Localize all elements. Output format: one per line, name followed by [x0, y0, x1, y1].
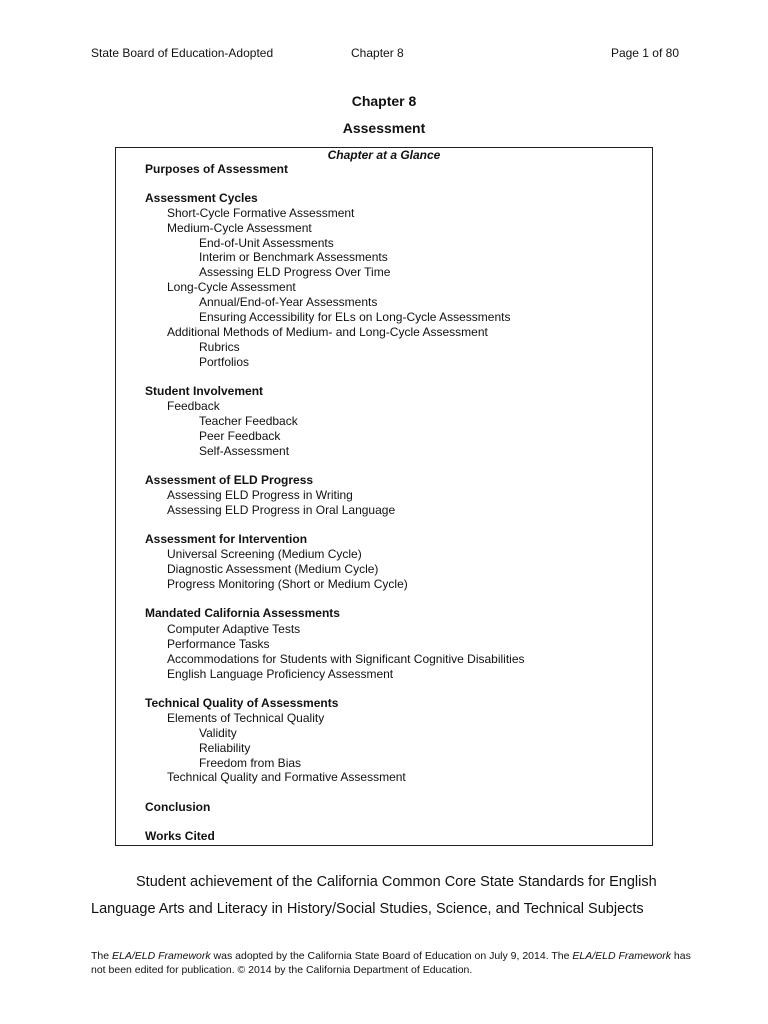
outline-item: Accommodations for Students with Significant Cognitive Disabilities [167, 652, 525, 666]
header-left-text: State Board of Education-Adopted [91, 46, 274, 60]
outline-section-heading: Mandated California Assessments [145, 606, 340, 620]
outline-item: Teacher Feedback [199, 414, 298, 428]
footer-italic-2: ELA/ELD Framework [572, 950, 671, 962]
outline-item: Performance Tasks [167, 637, 270, 651]
footer-text-1: The [91, 950, 113, 962]
outline-item: Reliability [199, 741, 251, 755]
outline-item: Additional Methods of Medium- and Long-Cycle Assessment [167, 325, 488, 339]
glance-heading: Chapter at a Glance [327, 148, 441, 162]
outline-item: Annual/End-of-Year Assessments [199, 295, 378, 309]
outline-section-heading: Assessment for Intervention [145, 532, 308, 546]
outline-section-heading: Student Involvement [145, 384, 264, 398]
header-page-number: Page 1 of 80 [610, 46, 679, 60]
outline-item: Medium-Cycle Assessment [167, 221, 312, 235]
header-chapter-text: Chapter 8 [351, 46, 404, 60]
outline-item: Diagnostic Assessment (Medium Cycle) [167, 562, 379, 576]
outline-item: Ensuring Accessibility for ELs on Long-Cycle Assessments [199, 310, 511, 324]
outline-item: Portfolios [199, 355, 250, 369]
footer-text-2: was adopted by the California State Board of Education on July 9, 2014. The [210, 950, 573, 962]
outline-item: Assessing ELD Progress in Writing [167, 488, 353, 502]
chapter-title: Chapter 8 [351, 93, 417, 109]
outline-item: Validity [199, 726, 237, 740]
outline-item: Peer Feedback [199, 429, 281, 443]
outline-item: End-of-Unit Assessments [199, 236, 334, 250]
outline-item: English Language Proficiency Assessment [167, 667, 394, 681]
outline-section-heading: Works Cited [145, 829, 215, 843]
outline-item: Interim or Benchmark Assessments [199, 250, 388, 264]
outline-item: Assessing ELD Progress Over Time [199, 265, 391, 279]
footer-text-3: has not been edited for publication. © 2014 by the California Department of Education. [91, 950, 691, 976]
outline-item: Self-Assessment [199, 444, 290, 458]
outline-section-heading: Purposes of Assessment [145, 162, 288, 176]
outline-section-heading: Assessment of ELD Progress [145, 473, 314, 487]
outline-item: Feedback [167, 399, 220, 413]
footer-italic-1: ELA/ELD Framework [112, 950, 211, 962]
outline-item: Elements of Technical Quality [167, 711, 325, 725]
outline-item: Computer Adaptive Tests [167, 622, 301, 636]
outline-section-heading: Assessment Cycles [145, 191, 258, 205]
body-paragraph-line-1: Student achievement of the California Common Core State Standards for English [136, 874, 657, 890]
outline-item: Rubrics [199, 340, 240, 354]
page-header [91, 46, 679, 62]
outline-item: Universal Screening (Medium Cycle) [167, 547, 362, 561]
outline-item: Assessing ELD Progress in Oral Language [167, 503, 396, 517]
outline-item: Progress Monitoring (Short or Medium Cycle) [167, 577, 408, 591]
outline-item: Short-Cycle Formative Assessment [167, 206, 355, 220]
outline-item: Freedom from Bias [199, 756, 302, 770]
outline-item: Technical Quality and Formative Assessment [167, 770, 406, 784]
outline-section-heading: Technical Quality of Assessments [145, 696, 339, 710]
body-paragraph-line-2: Language Arts and Literacy in History/Social Studies, Science, and Technical Subjects [91, 901, 644, 917]
outline-section-heading: Conclusion [145, 800, 211, 814]
page-footer [91, 949, 691, 977]
outline-item: Long-Cycle Assessment [167, 280, 296, 294]
chapter-subtitle: Assessment [342, 120, 426, 136]
chapter-at-a-glance-box [115, 147, 653, 846]
